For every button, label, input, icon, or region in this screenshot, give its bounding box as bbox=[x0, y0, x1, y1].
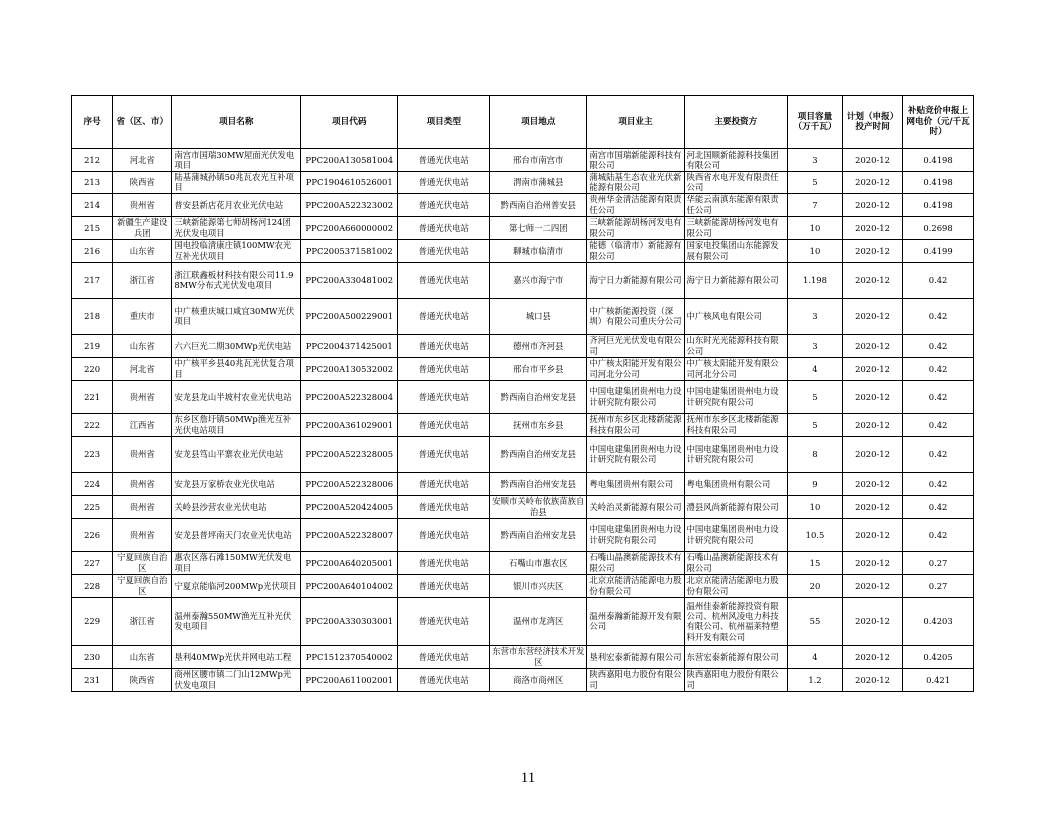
cell-col-project-name: 中广核重庆城口咸宜30MW光伏项目 bbox=[172, 298, 301, 334]
table-row bbox=[72, 193, 974, 216]
cell-col-capacity: 55 bbox=[788, 597, 843, 645]
cell-col-price: 0.42 bbox=[903, 298, 974, 334]
cell-col-province: 陕西省 bbox=[113, 172, 172, 194]
cell-col-project-code: PPC200A522328004 bbox=[301, 380, 398, 413]
cell-col-project-name: 陆基蒲城孙镇50兆瓦农光互补项目 bbox=[172, 172, 301, 194]
cell-col-price: 0.4198 bbox=[903, 193, 974, 216]
cell-col-project-type: 普通光伏电站 bbox=[398, 298, 490, 334]
cell-col-capacity: 15 bbox=[788, 551, 843, 574]
cell-col-project-type: 普通光伏电站 bbox=[398, 149, 490, 172]
cell-col-owner: 粤电集团贵州有限公司 bbox=[587, 472, 684, 495]
cell-col-province: 河北省 bbox=[113, 357, 172, 380]
cell-col-project-type: 普通光伏电站 bbox=[398, 334, 490, 357]
cell-col-province: 山东省 bbox=[113, 239, 172, 262]
cell-col-investor: 石嘴山晶澳新能源技术有限公司 bbox=[684, 551, 788, 574]
cell-col-price: 0.4198 bbox=[903, 149, 974, 172]
cell-col-province: 贵州省 bbox=[113, 518, 172, 551]
cell-col-price: 0.4205 bbox=[903, 645, 974, 668]
cell-col-project-name: 中广核平乡县40兆瓦光伏复合项目 bbox=[172, 357, 301, 380]
cell-col-investor: 海宁日力新能源有限公司 bbox=[684, 262, 788, 298]
cell-col-location: 安顺市关岭布依族苗族自治县 bbox=[490, 495, 587, 518]
cell-col-project-name: 商州区腰市镇二门山12MWp光伏发电项目 bbox=[172, 668, 301, 691]
cell-col-investor: 中广核太阳能开发有限公司河北分公司 bbox=[684, 357, 788, 380]
cell-col-capacity: 3 bbox=[788, 149, 843, 172]
cell-col-project-name: 温州泰瀚550MW渔光互补光伏发电项目 bbox=[172, 597, 301, 645]
cell-col-location: 石嘴山市惠农区 bbox=[490, 551, 587, 574]
table-row bbox=[72, 298, 974, 334]
cell-col-owner: 三峡新能源胡杨河发电有限公司 bbox=[587, 216, 684, 239]
cell-col-project-type: 普通光伏电站 bbox=[398, 193, 490, 216]
cell-col-location: 温州市龙湾区 bbox=[490, 597, 587, 645]
cell-col-capacity: 8 bbox=[788, 436, 843, 472]
cell-col-schedule: 2020-12 bbox=[842, 298, 902, 334]
cell-col-owner: 中国电建集团贵州电力设计研究院有限公司 bbox=[587, 380, 684, 413]
table-row bbox=[72, 472, 974, 495]
cell-col-schedule: 2020-12 bbox=[842, 472, 902, 495]
cell-col-project-type: 普通光伏电站 bbox=[398, 380, 490, 413]
cell-col-investor: 陕西省水电开发有限责任公司 bbox=[684, 172, 788, 194]
cell-col-seq: 220 bbox=[72, 357, 113, 380]
cell-col-capacity: 10.5 bbox=[788, 518, 843, 551]
cell-col-owner: 蒲城陆基生态农业光伏新能源有限公司 bbox=[587, 172, 684, 194]
cell-col-investor: 中广核风电有限公司 bbox=[684, 298, 788, 334]
cell-col-project-code: PPC200A640104002 bbox=[301, 574, 398, 597]
cell-col-location: 东营市东营经济技术开发区 bbox=[490, 645, 587, 668]
cell-col-capacity: 4 bbox=[788, 357, 843, 380]
cell-col-project-name: 三峡新能源第七师胡杨河124团光伏发电项目 bbox=[172, 216, 301, 239]
cell-col-province: 贵州省 bbox=[113, 380, 172, 413]
header-col-investor: 主要投资方 bbox=[684, 96, 788, 149]
cell-col-investor: 中国电建集团贵州电力设计研究院有限公司 bbox=[684, 380, 788, 413]
cell-col-investor: 三峡新能源胡杨河发电有限公司 bbox=[684, 216, 788, 239]
table-row bbox=[72, 495, 974, 518]
cell-col-province: 山东省 bbox=[113, 334, 172, 357]
cell-col-schedule: 2020-12 bbox=[842, 597, 902, 645]
cell-col-project-name: 浙江联鑫板材科技有限公司11.98MW分布式光伏发电项目 bbox=[172, 262, 301, 298]
cell-col-price: 0.42 bbox=[903, 472, 974, 495]
cell-col-owner: 抚州市东乡区北楼新能源科技有限公司 bbox=[587, 413, 684, 436]
cell-col-project-code: PPC200A330303001 bbox=[301, 597, 398, 645]
cell-col-owner: 齐河巨光光伏发电有限公司 bbox=[587, 334, 684, 357]
cell-col-investor: 中国电建集团贵州电力设计研究院有限公司 bbox=[684, 436, 788, 472]
cell-col-seq: 215 bbox=[72, 216, 113, 239]
cell-col-project-code: PPC200A611002001 bbox=[301, 668, 398, 691]
cell-col-schedule: 2020-12 bbox=[842, 574, 902, 597]
cell-col-capacity: 10 bbox=[788, 216, 843, 239]
header-col-location: 项目地点 bbox=[490, 96, 587, 149]
table-row bbox=[72, 380, 974, 413]
cell-col-seq: 216 bbox=[72, 239, 113, 262]
cell-col-project-code: PPC200A500229001 bbox=[301, 298, 398, 334]
cell-col-schedule: 2020-12 bbox=[842, 334, 902, 357]
cell-col-province: 山东省 bbox=[113, 645, 172, 668]
cell-col-project-type: 普通光伏电站 bbox=[398, 551, 490, 574]
cell-col-location: 黔西南自治州安龙县 bbox=[490, 380, 587, 413]
cell-col-price: 0.42 bbox=[903, 495, 974, 518]
cell-col-seq: 221 bbox=[72, 380, 113, 413]
table-body bbox=[72, 149, 974, 692]
cell-col-price: 0.27 bbox=[903, 551, 974, 574]
cell-col-schedule: 2020-12 bbox=[842, 380, 902, 413]
cell-col-seq: 222 bbox=[72, 413, 113, 436]
cell-col-seq: 231 bbox=[72, 668, 113, 691]
cell-col-province: 新疆生产建设兵团 bbox=[113, 216, 172, 239]
cell-col-province: 河北省 bbox=[113, 149, 172, 172]
cell-col-capacity: 1.198 bbox=[788, 262, 843, 298]
cell-col-capacity: 5 bbox=[788, 413, 843, 436]
table-row bbox=[72, 357, 974, 380]
cell-col-location: 黔西南自治州安龙县 bbox=[490, 472, 587, 495]
cell-col-price: 0.4198 bbox=[903, 172, 974, 194]
cell-col-province: 宁夏回族自治区 bbox=[113, 551, 172, 574]
cell-col-capacity: 10 bbox=[788, 239, 843, 262]
table-row bbox=[72, 334, 974, 357]
cell-col-owner: 中国电建集团贵州电力设计研究院有限公司 bbox=[587, 518, 684, 551]
cell-col-owner: 陕西嘉阳电力股份有限公司 bbox=[587, 668, 684, 691]
cell-col-project-code: PPC200A522328006 bbox=[301, 472, 398, 495]
cell-col-location: 黔西南自治州普安县 bbox=[490, 193, 587, 216]
header-col-province: 省（区、市） bbox=[113, 96, 172, 149]
cell-col-project-type: 普通光伏电站 bbox=[398, 472, 490, 495]
cell-col-owner: 中国电建集团贵州电力设计研究院有限公司 bbox=[587, 436, 684, 472]
cell-col-project-code: PPC200A330481002 bbox=[301, 262, 398, 298]
cell-col-project-code: PPC200A522328007 bbox=[301, 518, 398, 551]
cell-col-project-code: PPC2004371425001 bbox=[301, 334, 398, 357]
cell-col-project-type: 普通光伏电站 bbox=[398, 413, 490, 436]
cell-col-project-name: 安龙县万家桥农业光伏电站 bbox=[172, 472, 301, 495]
cell-col-project-code: PPC200A361029001 bbox=[301, 413, 398, 436]
cell-col-owner: 垦利宏泰新能源有限公司 bbox=[587, 645, 684, 668]
table-row bbox=[72, 645, 974, 668]
cell-col-province: 江西省 bbox=[113, 413, 172, 436]
cell-col-capacity: 3 bbox=[788, 298, 843, 334]
cell-col-seq: 224 bbox=[72, 472, 113, 495]
cell-col-schedule: 2020-12 bbox=[842, 239, 902, 262]
cell-col-project-type: 普通光伏电站 bbox=[398, 239, 490, 262]
cell-col-owner: 北京京能清洁能源电力股份有限公司 bbox=[587, 574, 684, 597]
header-col-owner: 项目业主 bbox=[587, 96, 684, 149]
cell-col-seq: 226 bbox=[72, 518, 113, 551]
header-col-project-code: 项目代码 bbox=[301, 96, 398, 149]
cell-col-seq: 225 bbox=[72, 495, 113, 518]
table-row bbox=[72, 172, 974, 194]
header-col-schedule: 计划（申报）投产时间 bbox=[842, 96, 902, 149]
table-row bbox=[72, 574, 974, 597]
cell-col-owner: 海宁日力新能源有限公司 bbox=[587, 262, 684, 298]
cell-col-price: 0.42 bbox=[903, 380, 974, 413]
table-row bbox=[72, 436, 974, 472]
header-col-price: 补贴竞价申报上网电价（元/千瓦时） bbox=[903, 96, 974, 149]
cell-col-investor: 东营宏泰新能源有限公司 bbox=[684, 645, 788, 668]
table-row bbox=[72, 518, 974, 551]
cell-col-project-name: 惠农区落石滩150MW光伏发电项目 bbox=[172, 551, 301, 574]
cell-col-price: 0.42 bbox=[903, 334, 974, 357]
cell-col-project-type: 普通光伏电站 bbox=[398, 262, 490, 298]
table-row bbox=[72, 597, 974, 645]
cell-col-project-name: 六六巨光二期30MWp光伏电站 bbox=[172, 334, 301, 357]
cell-col-location: 黔西南自治州安龙县 bbox=[490, 518, 587, 551]
cell-col-project-type: 普通光伏电站 bbox=[398, 216, 490, 239]
cell-col-province: 宁夏回族自治区 bbox=[113, 574, 172, 597]
cell-col-seq: 217 bbox=[72, 262, 113, 298]
header-col-capacity: 项目容量（万千瓦） bbox=[788, 96, 843, 149]
cell-col-project-name: 南宫市国瑞30MW屋面光伏发电项目 bbox=[172, 149, 301, 172]
cell-col-project-name: 安龙县笃山平寨农业光伏电站 bbox=[172, 436, 301, 472]
cell-col-price: 0.27 bbox=[903, 574, 974, 597]
cell-col-project-code: PPC1512370540002 bbox=[301, 645, 398, 668]
cell-col-capacity: 1.2 bbox=[788, 668, 843, 691]
cell-col-seq: 219 bbox=[72, 334, 113, 357]
cell-col-project-type: 普通光伏电站 bbox=[398, 495, 490, 518]
cell-col-schedule: 2020-12 bbox=[842, 495, 902, 518]
table-row bbox=[72, 149, 974, 172]
cell-col-province: 陕西省 bbox=[113, 668, 172, 691]
cell-col-capacity: 20 bbox=[788, 574, 843, 597]
cell-col-investor: 河北国顺新能源科技集团有限公司 bbox=[684, 149, 788, 172]
cell-col-province: 贵州省 bbox=[113, 193, 172, 216]
cell-col-schedule: 2020-12 bbox=[842, 149, 902, 172]
table-row bbox=[72, 239, 974, 262]
cell-col-capacity: 10 bbox=[788, 495, 843, 518]
cell-col-schedule: 2020-12 bbox=[842, 413, 902, 436]
cell-col-project-code: PPC200A130581004 bbox=[301, 149, 398, 172]
cell-col-project-name: 垦利40MWp光伏并网电站工程 bbox=[172, 645, 301, 668]
cell-col-owner: 能德（临清市）新能源有限公司 bbox=[587, 239, 684, 262]
header-col-project-name: 项目名称 bbox=[172, 96, 301, 149]
cell-col-location: 聊城市临清市 bbox=[490, 239, 587, 262]
cell-col-seq: 218 bbox=[72, 298, 113, 334]
cell-col-investor: 陕西嘉阳电力股份有限公司 bbox=[684, 668, 788, 691]
cell-col-project-name: 安龙县普坪南天门农业光伏电站 bbox=[172, 518, 301, 551]
cell-col-schedule: 2020-12 bbox=[842, 193, 902, 216]
cell-col-investor: 国家电投集团山东能源发展有限公司 bbox=[684, 239, 788, 262]
cell-col-project-type: 普通光伏电站 bbox=[398, 172, 490, 194]
cell-col-province: 浙江省 bbox=[113, 597, 172, 645]
cell-col-project-code: PPC200A520424005 bbox=[301, 495, 398, 518]
cell-col-project-type: 普通光伏电站 bbox=[398, 574, 490, 597]
cell-col-schedule: 2020-12 bbox=[842, 216, 902, 239]
cell-col-location: 抚州市东乡县 bbox=[490, 413, 587, 436]
cell-col-price: 0.4199 bbox=[903, 239, 974, 262]
cell-col-schedule: 2020-12 bbox=[842, 172, 902, 194]
cell-col-investor: 中国电建集团贵州电力设计研究院有限公司 bbox=[684, 518, 788, 551]
cell-col-project-name: 关岭县沙营农业光伏电站 bbox=[172, 495, 301, 518]
cell-col-price: 0.2698 bbox=[903, 216, 974, 239]
cell-col-capacity: 5 bbox=[788, 172, 843, 194]
cell-col-project-name: 普安县新店花月农业光伏电站 bbox=[172, 193, 301, 216]
cell-col-project-name: 安龙县龙山半坡村农业光伏电站 bbox=[172, 380, 301, 413]
cell-col-capacity: 3 bbox=[788, 334, 843, 357]
cell-col-location: 渭南市蒲城县 bbox=[490, 172, 587, 194]
cell-col-location: 第七师一二四团 bbox=[490, 216, 587, 239]
cell-col-price: 0.421 bbox=[903, 668, 974, 691]
cell-col-owner: 中广核太阳能开发有限公司河北分公司 bbox=[587, 357, 684, 380]
cell-col-investor: 抚州市东乡区北楼新能源科技有限公司 bbox=[684, 413, 788, 436]
cell-col-seq: 223 bbox=[72, 436, 113, 472]
cell-col-capacity: 4 bbox=[788, 645, 843, 668]
project-table bbox=[71, 95, 974, 692]
cell-col-project-type: 普通光伏电站 bbox=[398, 668, 490, 691]
cell-col-investor: 澧县风尚新能源有限公司 bbox=[684, 495, 788, 518]
header-col-seq: 序号 bbox=[72, 96, 113, 149]
table-row bbox=[72, 413, 974, 436]
header-col-project-type: 项目类型 bbox=[398, 96, 490, 149]
cell-col-price: 0.42 bbox=[903, 262, 974, 298]
cell-col-capacity: 5 bbox=[788, 380, 843, 413]
cell-col-schedule: 2020-12 bbox=[842, 436, 902, 472]
cell-col-seq: 213 bbox=[72, 172, 113, 194]
cell-col-capacity: 7 bbox=[788, 193, 843, 216]
cell-col-investor: 粤电集团贵州有限公司 bbox=[684, 472, 788, 495]
cell-col-seq: 212 bbox=[72, 149, 113, 172]
cell-col-location: 银川市兴庆区 bbox=[490, 574, 587, 597]
cell-col-project-type: 普通光伏电站 bbox=[398, 357, 490, 380]
cell-col-schedule: 2020-12 bbox=[842, 668, 902, 691]
cell-col-seq: 229 bbox=[72, 597, 113, 645]
cell-col-schedule: 2020-12 bbox=[842, 551, 902, 574]
cell-col-location: 德州市齐河县 bbox=[490, 334, 587, 357]
cell-col-schedule: 2020-12 bbox=[842, 262, 902, 298]
cell-col-project-code: PPC200A522323002 bbox=[301, 193, 398, 216]
page-number: 11 bbox=[520, 770, 536, 786]
cell-col-investor: 北京京能清洁能源电力股份有限公司 bbox=[684, 574, 788, 597]
cell-col-project-name: 东乡区詹圩镇50MWp渔光互补光伏电站项目 bbox=[172, 413, 301, 436]
cell-col-project-type: 普通光伏电站 bbox=[398, 518, 490, 551]
cell-col-province: 贵州省 bbox=[113, 472, 172, 495]
cell-col-project-code: PPC200A660000002 bbox=[301, 216, 398, 239]
cell-col-location: 邢台市南宫市 bbox=[490, 149, 587, 172]
cell-col-project-type: 普通光伏电站 bbox=[398, 597, 490, 645]
cell-col-owner: 温州泰瀚新能源开发有限公司 bbox=[587, 597, 684, 645]
cell-col-seq: 228 bbox=[72, 574, 113, 597]
cell-col-capacity: 9 bbox=[788, 472, 843, 495]
cell-col-investor: 山东时光光能源科技有限公司 bbox=[684, 334, 788, 357]
cell-col-price: 0.42 bbox=[903, 413, 974, 436]
cell-col-location: 黔西南自治州安龙县 bbox=[490, 436, 587, 472]
cell-col-owner: 石嘴山晶澳新能源技术有限公司 bbox=[587, 551, 684, 574]
cell-col-seq: 230 bbox=[72, 645, 113, 668]
cell-col-seq: 227 bbox=[72, 551, 113, 574]
cell-col-project-code: PPC200A640205001 bbox=[301, 551, 398, 574]
cell-col-project-code: PPC200A130532002 bbox=[301, 357, 398, 380]
cell-col-province: 贵州省 bbox=[113, 495, 172, 518]
cell-col-province: 浙江省 bbox=[113, 262, 172, 298]
cell-col-price: 0.42 bbox=[903, 357, 974, 380]
cell-col-schedule: 2020-12 bbox=[842, 518, 902, 551]
header-row bbox=[72, 96, 974, 149]
cell-col-owner: 关岭治灵新能源有限公司 bbox=[587, 495, 684, 518]
cell-col-project-name: 国电投临清康庄镇100MW农光互补光伏项目 bbox=[172, 239, 301, 262]
cell-col-project-code: PPC2005371581002 bbox=[301, 239, 398, 262]
cell-col-location: 嘉兴市海宁市 bbox=[490, 262, 587, 298]
cell-col-location: 商洛市商州区 bbox=[490, 668, 587, 691]
table-row bbox=[72, 668, 974, 691]
cell-col-project-code: PPC200A522328005 bbox=[301, 436, 398, 472]
cell-col-project-name: 宁夏京能临河200MWp光伏项目 bbox=[172, 574, 301, 597]
table-row bbox=[72, 216, 974, 239]
cell-col-province: 重庆市 bbox=[113, 298, 172, 334]
cell-col-seq: 214 bbox=[72, 193, 113, 216]
cell-col-price: 0.42 bbox=[903, 518, 974, 551]
cell-col-location: 城口县 bbox=[490, 298, 587, 334]
cell-col-project-code: PPC1904610526001 bbox=[301, 172, 398, 194]
cell-col-schedule: 2020-12 bbox=[842, 645, 902, 668]
cell-col-price: 0.4203 bbox=[903, 597, 974, 645]
cell-col-province: 贵州省 bbox=[113, 436, 172, 472]
table-row bbox=[72, 262, 974, 298]
cell-col-project-type: 普通光伏电站 bbox=[398, 436, 490, 472]
table-row bbox=[72, 551, 974, 574]
cell-col-price: 0.42 bbox=[903, 436, 974, 472]
cell-col-schedule: 2020-12 bbox=[842, 357, 902, 380]
cell-col-owner: 南宫市国瑞新能源科技有限公司 bbox=[587, 149, 684, 172]
cell-col-investor: 华能云南滇东能源有限责任公司 bbox=[684, 193, 788, 216]
cell-col-owner: 贵州华金清洁能源有限责任公司 bbox=[587, 193, 684, 216]
cell-col-owner: 中广核新能源投资（深圳）有限公司重庆分公司 bbox=[587, 298, 684, 334]
cell-col-investor: 温州佳泰新能源投资有限公司、杭州风凌电力科技有限公司、杭州福莱特塑料开发有限公司 bbox=[684, 597, 788, 645]
cell-col-location: 邢台市平乡县 bbox=[490, 357, 587, 380]
cell-col-project-type: 普通光伏电站 bbox=[398, 645, 490, 668]
